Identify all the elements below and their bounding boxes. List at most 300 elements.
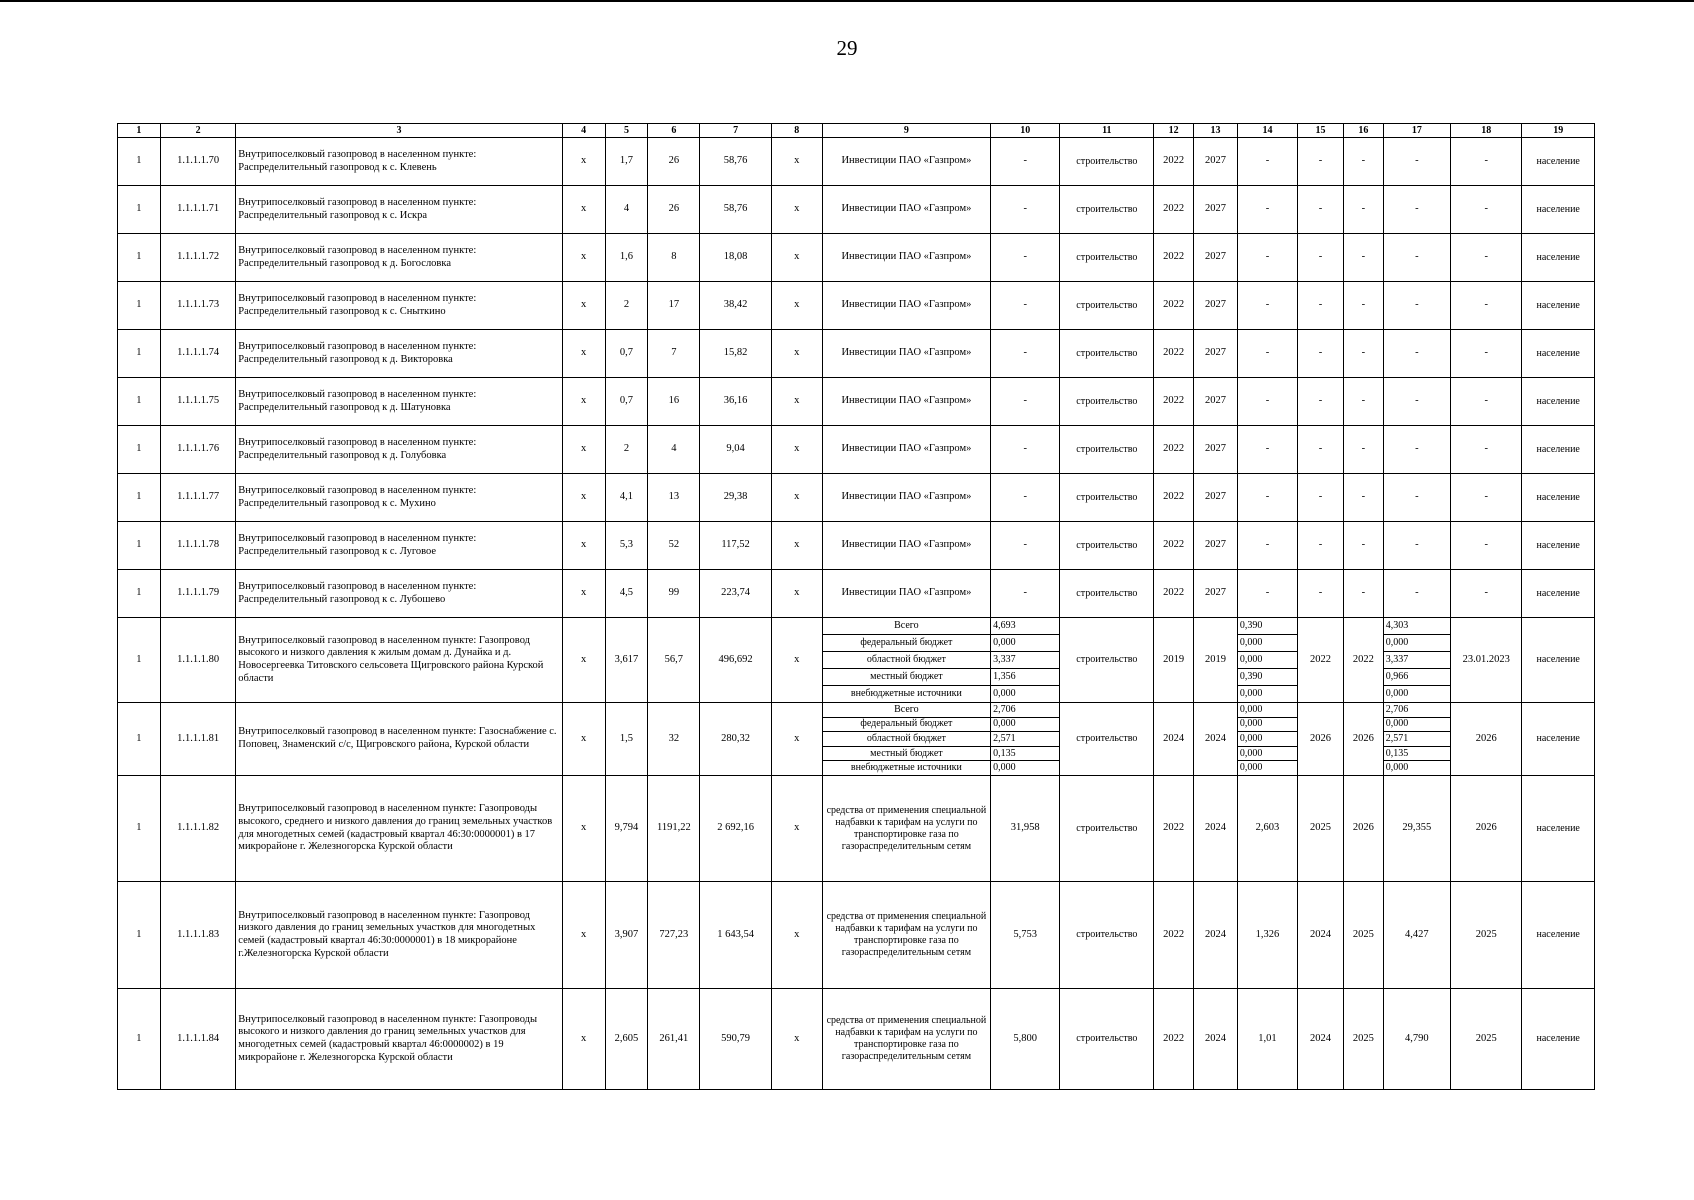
cell-c10: - <box>991 474 1060 522</box>
work-type: строительство <box>1060 234 1154 282</box>
cell-c18: - <box>1451 138 1522 186</box>
cell-c14 <box>1237 618 1297 703</box>
amounts-c10-item: 0,000 <box>993 688 1016 700</box>
cell-c13: 2027 <box>1194 426 1238 474</box>
cell-c8: х <box>771 522 822 570</box>
work-type: строительство <box>1060 882 1154 989</box>
funding-source-list <box>823 618 990 702</box>
amounts-c14 <box>1238 703 1297 775</box>
cell-c8: х <box>771 426 822 474</box>
object-description: Внутрипоселковый газопровод в населенном пункте: Распределительный газопровод к с. Луговое <box>236 522 562 570</box>
work-type: строительство <box>1060 989 1154 1090</box>
cell-c15: 2025 <box>1298 776 1344 882</box>
cell-c14: - <box>1237 378 1297 426</box>
cell-c15: - <box>1298 234 1344 282</box>
amounts-c14-item: 0,000 <box>1238 703 1297 717</box>
funding-source: Инвестиции ПАО «Газпром» <box>822 522 990 570</box>
cell-c12: 2022 <box>1154 234 1194 282</box>
cell-c18: - <box>1451 330 1522 378</box>
cell-c14: - <box>1237 282 1297 330</box>
cell-c8: х <box>771 618 822 703</box>
cell-c4: х <box>562 522 605 570</box>
object-code: 1.1.1.1.82 <box>160 776 235 882</box>
cell-c18: - <box>1451 570 1522 618</box>
object-code: 1.1.1.1.79 <box>160 570 235 618</box>
row-number: 1 <box>118 570 161 618</box>
col-header: 16 <box>1343 124 1383 138</box>
cell-c13: 2027 <box>1194 234 1238 282</box>
cell-c18: - <box>1451 234 1522 282</box>
cell-c16: 2026 <box>1343 703 1383 776</box>
cell-c4: х <box>562 330 605 378</box>
amounts-c14-item: 0,390 <box>1238 669 1297 686</box>
table-row <box>118 186 1595 234</box>
cell-c16: - <box>1343 522 1383 570</box>
object-code: 1.1.1.1.74 <box>160 330 235 378</box>
cell-c7: 58,76 <box>700 138 771 186</box>
object-description: Внутрипоселковый газопровод в населенном пункте: Распределительный газопровод к с. Лубошево <box>236 570 562 618</box>
col-header: 5 <box>605 124 648 138</box>
cell-c6: 56,7 <box>648 618 700 703</box>
cell-c7: 1 643,54 <box>700 882 771 989</box>
row-number: 1 <box>118 378 161 426</box>
cell-c17 <box>1383 703 1450 776</box>
cell-c5: 9,794 <box>605 776 648 882</box>
funding-source: Инвестиции ПАО «Газпром» <box>822 426 990 474</box>
amounts-c17-item: 0,000 <box>1384 634 1450 651</box>
object-code: 1.1.1.1.80 <box>160 618 235 703</box>
amounts-c10-item: 0,000 <box>991 634 1059 651</box>
cell-c6: 261,41 <box>648 989 700 1090</box>
cell-c10: - <box>991 522 1060 570</box>
col-header: 12 <box>1154 124 1194 138</box>
cell-c6: 52 <box>648 522 700 570</box>
col-header: 11 <box>1060 124 1154 138</box>
cell-c12: 2022 <box>1154 282 1194 330</box>
object-description: Внутрипоселковый газопровод в населенном пункте: Газопровод низкого давления до границ земельных участков для многодетных семей (кадастровый квартал 46:30:0000001) в 18 микрорайоне г.Железногорска Курской области <box>236 882 562 989</box>
amounts-c14-item: 0,390 <box>1238 618 1297 634</box>
cell-c8: х <box>771 989 822 1090</box>
cell-c12: 2022 <box>1154 474 1194 522</box>
beneficiary: население <box>1522 282 1595 330</box>
col-header: 1 <box>118 124 161 138</box>
cell-c13: 2027 <box>1194 138 1238 186</box>
cell-c16: - <box>1343 426 1383 474</box>
cell-c17: - <box>1383 378 1450 426</box>
col-header: 19 <box>1522 124 1595 138</box>
row-number: 1 <box>118 882 161 989</box>
cell-c15: 2026 <box>1298 703 1344 776</box>
col-header: 6 <box>648 124 700 138</box>
funding-source: средства от применения специальной надбавки к тарифам на услуги по транспортировке газа по газораспределительным сетям <box>822 882 990 989</box>
funding-source-list-item: областной бюджет <box>823 732 990 747</box>
amounts-c14-item: 0,000 <box>1238 651 1297 668</box>
funding-source-list-item: местный бюджет <box>823 746 990 761</box>
amounts-c10-item: 0,000 <box>991 717 1059 732</box>
funding-source-list-item: внебюджетные источники <box>850 688 962 700</box>
funding-source-list-item: федеральный бюджет <box>823 717 990 732</box>
row-number: 1 <box>118 234 161 282</box>
cell-c6: 26 <box>648 186 700 234</box>
amounts-c14-item: 0,000 <box>1238 634 1297 651</box>
work-type: строительство <box>1060 522 1154 570</box>
cell-c17: - <box>1383 186 1450 234</box>
row-number: 1 <box>118 703 161 776</box>
cell-c15: - <box>1298 570 1344 618</box>
cell-c17: 4,790 <box>1383 989 1450 1090</box>
cell-c12: 2022 <box>1154 330 1194 378</box>
work-type: строительство <box>1060 282 1154 330</box>
cell-c18: - <box>1451 378 1522 426</box>
cell-c18: - <box>1451 426 1522 474</box>
object-description: Внутрипоселковый газопровод в населенном пункте: Газопроводы высокого, среднего и низкого давления до границ земельных участков для многодетных семей (кадастровый квартал 46:30:0000001) в 17 микрорайоне г. Железногорска Курской области <box>236 776 562 882</box>
cell-c16: - <box>1343 186 1383 234</box>
cell-c17: - <box>1383 282 1450 330</box>
amounts-c17-item: 3,337 <box>1384 651 1450 668</box>
col-header: 15 <box>1298 124 1344 138</box>
amounts-c10-item: 2,706 <box>991 703 1059 717</box>
table-row <box>118 703 1595 776</box>
col-header: 13 <box>1194 124 1238 138</box>
cell-c5: 0,7 <box>605 378 648 426</box>
cell-c7: 496,692 <box>700 618 771 703</box>
cell-c5: 4,1 <box>605 474 648 522</box>
object-description: Внутрипоселковый газопровод в населенном пункте: Газопровод высокого и низкого давления к жилым домам д. Дунайка и д. Новосергеевка Титовского сельсовета Щигровского района Курской области <box>236 618 562 703</box>
amounts-c17-item: 0,966 <box>1384 669 1450 686</box>
col-header: 3 <box>236 124 562 138</box>
cell-c4: х <box>562 378 605 426</box>
cell-c18: - <box>1451 522 1522 570</box>
object-code: 1.1.1.1.84 <box>160 989 235 1090</box>
amounts-c14-item: 0,000 <box>1238 732 1297 747</box>
work-type: строительство <box>1060 378 1154 426</box>
beneficiary: население <box>1522 234 1595 282</box>
funding-source-breakdown <box>822 703 990 776</box>
cell-c14: - <box>1237 474 1297 522</box>
cell-c10: 5,800 <box>991 989 1060 1090</box>
cell-c16: 2026 <box>1343 776 1383 882</box>
cell-c17: - <box>1383 330 1450 378</box>
cell-c5: 3,617 <box>605 618 648 703</box>
cell-c15: - <box>1298 330 1344 378</box>
cell-c4: х <box>562 138 605 186</box>
funding-source: Инвестиции ПАО «Газпром» <box>822 570 990 618</box>
amounts-c17 <box>1384 703 1450 775</box>
cell-c4: х <box>562 882 605 989</box>
table-row <box>118 989 1595 1090</box>
cell-c8: х <box>771 570 822 618</box>
row-number: 1 <box>118 426 161 474</box>
cell-c15: - <box>1298 186 1344 234</box>
cell-c6: 32 <box>648 703 700 776</box>
beneficiary: население <box>1522 882 1595 989</box>
cell-c14: - <box>1237 138 1297 186</box>
cell-c5: 3,907 <box>605 882 648 989</box>
cell-c14: - <box>1237 522 1297 570</box>
beneficiary: население <box>1522 378 1595 426</box>
cell-c10: - <box>991 330 1060 378</box>
amounts-c14 <box>1238 618 1297 702</box>
amounts-c17-item: 2,571 <box>1384 732 1450 747</box>
beneficiary: население <box>1522 989 1595 1090</box>
row-number: 1 <box>118 776 161 882</box>
object-description: Внутрипоселковый газопровод в населенном пункте: Распределительный газопровод к д. Голубовка <box>236 426 562 474</box>
col-header: 7 <box>700 124 771 138</box>
amounts-c17-item: 0,000 <box>1385 762 1409 774</box>
cell-c12: 2022 <box>1154 570 1194 618</box>
cell-c12: 2022 <box>1154 522 1194 570</box>
funding-source-list-item: Всего <box>823 703 990 717</box>
cell-c15: - <box>1298 282 1344 330</box>
cell-c5: 1,6 <box>605 234 648 282</box>
cell-c18: - <box>1451 282 1522 330</box>
cell-c16: 2025 <box>1343 882 1383 989</box>
cell-c8: х <box>771 330 822 378</box>
cell-c18: 2026 <box>1451 703 1522 776</box>
work-type: строительство <box>1060 330 1154 378</box>
object-description: Внутрипоселковый газопровод в населенном пункте: Распределительный газопровод к с. Сныткино <box>236 282 562 330</box>
cell-c8: х <box>771 776 822 882</box>
row-number: 1 <box>118 138 161 186</box>
amounts-c17-item: 4,303 <box>1384 618 1450 634</box>
cell-c4: х <box>562 570 605 618</box>
work-type: строительство <box>1060 474 1154 522</box>
cell-c6: 16 <box>648 378 700 426</box>
cell-c16: - <box>1343 378 1383 426</box>
cell-c10: - <box>991 138 1060 186</box>
cell-c10 <box>991 618 1060 703</box>
cell-c6: 1191,22 <box>648 776 700 882</box>
cell-c12: 2022 <box>1154 138 1194 186</box>
amounts-c17-item: 0,135 <box>1384 746 1450 761</box>
table-row <box>118 330 1595 378</box>
cell-c13: 2027 <box>1194 522 1238 570</box>
table-row <box>118 234 1595 282</box>
cell-c18: 2025 <box>1451 882 1522 989</box>
cell-c13: 2024 <box>1194 776 1238 882</box>
funding-source: средства от применения специальной надбавки к тарифам на услуги по транспортировке газа по газораспределительным сетям <box>822 989 990 1090</box>
object-code: 1.1.1.1.81 <box>160 703 235 776</box>
cell-c8: х <box>771 703 822 776</box>
table-row <box>118 570 1595 618</box>
col-header: 4 <box>562 124 605 138</box>
amounts-c17-item: 0,000 <box>1385 688 1409 700</box>
work-type: строительство <box>1060 186 1154 234</box>
object-code: 1.1.1.1.72 <box>160 234 235 282</box>
cell-c12: 2022 <box>1154 426 1194 474</box>
cell-c7: 9,04 <box>700 426 771 474</box>
funding-source: средства от применения специальной надбавки к тарифам на услуги по транспортировке газа по газораспределительным сетям <box>822 776 990 882</box>
cell-c17: 4,427 <box>1383 882 1450 989</box>
beneficiary: население <box>1522 330 1595 378</box>
cell-c8: х <box>771 378 822 426</box>
cell-c18: 23.01.2023 <box>1451 618 1522 703</box>
beneficiary: население <box>1522 426 1595 474</box>
cell-c6: 99 <box>648 570 700 618</box>
row-number: 1 <box>118 282 161 330</box>
object-code: 1.1.1.1.77 <box>160 474 235 522</box>
funding-source-list-item: областной бюджет <box>823 651 990 668</box>
beneficiary: население <box>1522 618 1595 703</box>
cell-c16: - <box>1343 474 1383 522</box>
amounts-c10 <box>991 618 1059 702</box>
cell-c7: 36,16 <box>700 378 771 426</box>
object-description: Внутрипоселковый газопровод в населенном пункте: Распределительный газопровод к с. Мухино <box>236 474 562 522</box>
cell-c15: - <box>1298 426 1344 474</box>
cell-c5: 2 <box>605 282 648 330</box>
object-description: Внутрипоселковый газопровод в населенном пункте: Распределительный газопровод к с. Искра <box>236 186 562 234</box>
cell-c12: 2024 <box>1154 703 1194 776</box>
cell-c5: 2,605 <box>605 989 648 1090</box>
row-number: 1 <box>118 989 161 1090</box>
cell-c12: 2022 <box>1154 882 1194 989</box>
cell-c10: - <box>991 378 1060 426</box>
amounts-c10-item: 0,135 <box>991 746 1059 761</box>
cell-c8: х <box>771 234 822 282</box>
cell-c13: 2027 <box>1194 474 1238 522</box>
cell-c4: х <box>562 776 605 882</box>
work-type: строительство <box>1060 426 1154 474</box>
cell-c15: 2024 <box>1298 882 1344 989</box>
beneficiary: население <box>1522 570 1595 618</box>
cell-c16: 2025 <box>1343 989 1383 1090</box>
cell-c17: - <box>1383 426 1450 474</box>
funding-source: Инвестиции ПАО «Газпром» <box>822 378 990 426</box>
object-code: 1.1.1.1.83 <box>160 882 235 989</box>
amounts-c10-item: 0,000 <box>993 762 1016 774</box>
cell-c14: - <box>1237 330 1297 378</box>
funding-source: Инвестиции ПАО «Газпром» <box>822 138 990 186</box>
cell-c4: х <box>562 282 605 330</box>
table-row <box>118 776 1595 882</box>
funding-source-breakdown <box>822 618 990 703</box>
cell-c14: 2,603 <box>1237 776 1297 882</box>
beneficiary: население <box>1522 474 1595 522</box>
object-code: 1.1.1.1.73 <box>160 282 235 330</box>
cell-c10: - <box>991 426 1060 474</box>
cell-c14: 1,01 <box>1237 989 1297 1090</box>
cell-c12: 2022 <box>1154 186 1194 234</box>
cell-c17: 29,355 <box>1383 776 1450 882</box>
object-code: 1.1.1.1.75 <box>160 378 235 426</box>
table-row <box>118 522 1595 570</box>
cell-c12: 2022 <box>1154 776 1194 882</box>
cell-c13: 2027 <box>1194 378 1238 426</box>
cell-c12: 2019 <box>1154 618 1194 703</box>
cell-c7: 117,52 <box>700 522 771 570</box>
col-header: 17 <box>1383 124 1450 138</box>
cell-c13: 2027 <box>1194 186 1238 234</box>
table-row <box>118 282 1595 330</box>
cell-c13: 2027 <box>1194 330 1238 378</box>
col-header: 9 <box>822 124 990 138</box>
cell-c12: 2022 <box>1154 989 1194 1090</box>
cell-c6: 17 <box>648 282 700 330</box>
amounts-c14-item: 0,000 <box>1238 746 1297 761</box>
table-row <box>118 618 1595 703</box>
cell-c13: 2024 <box>1194 882 1238 989</box>
cell-c7: 18,08 <box>700 234 771 282</box>
col-header: 14 <box>1237 124 1297 138</box>
table-row <box>118 474 1595 522</box>
beneficiary: население <box>1522 776 1595 882</box>
object-description: Внутрипоселковый газопровод в населенном пункте: Распределительный газопровод к д. Викторовка <box>236 330 562 378</box>
funding-source: Инвестиции ПАО «Газпром» <box>822 330 990 378</box>
beneficiary: население <box>1522 138 1595 186</box>
work-type: строительство <box>1060 138 1154 186</box>
funding-source: Инвестиции ПАО «Газпром» <box>822 234 990 282</box>
cell-c12: 2022 <box>1154 378 1194 426</box>
cell-c14: - <box>1237 426 1297 474</box>
row-number: 1 <box>118 474 161 522</box>
row-number: 1 <box>118 618 161 703</box>
col-header: 10 <box>991 124 1060 138</box>
header-row <box>118 124 1595 138</box>
cell-c4: х <box>562 426 605 474</box>
cell-c5: 5,3 <box>605 522 648 570</box>
cell-c16: - <box>1343 330 1383 378</box>
object-description: Внутрипоселковый газопровод в населенном пункте: Газопроводы высокого и низкого давления до границ земельных участков для многодетных семей (кадастровый квартал 46:0000002) в 19 микрорайоне г. Железногорска Курской области <box>236 989 562 1090</box>
cell-c7: 590,79 <box>700 989 771 1090</box>
beneficiary: население <box>1522 703 1595 776</box>
amounts-c10-item: 1,356 <box>991 669 1059 686</box>
cell-c14: - <box>1237 234 1297 282</box>
cell-c17: - <box>1383 522 1450 570</box>
beneficiary: население <box>1522 186 1595 234</box>
cell-c5: 4,5 <box>605 570 648 618</box>
object-code: 1.1.1.1.70 <box>160 138 235 186</box>
cell-c8: х <box>771 474 822 522</box>
amounts-c17 <box>1384 618 1450 702</box>
cell-c4: х <box>562 474 605 522</box>
cell-c17: - <box>1383 234 1450 282</box>
work-type: строительство <box>1060 570 1154 618</box>
col-header: 8 <box>771 124 822 138</box>
cell-c8: х <box>771 138 822 186</box>
funding-source-list-item: местный бюджет <box>823 669 990 686</box>
funding-source-list-item: Всего <box>823 618 990 634</box>
cell-c18: - <box>1451 186 1522 234</box>
cell-c17: - <box>1383 570 1450 618</box>
object-code: 1.1.1.1.76 <box>160 426 235 474</box>
cell-c7: 58,76 <box>700 186 771 234</box>
cell-c14: - <box>1237 186 1297 234</box>
amounts-c14-item: 0,000 <box>1239 762 1263 774</box>
row-number: 1 <box>118 186 161 234</box>
amounts-c14-item: 0,000 <box>1238 717 1297 732</box>
row-number: 1 <box>118 330 161 378</box>
cell-c14 <box>1237 703 1297 776</box>
cell-c5: 4 <box>605 186 648 234</box>
cell-c14: 1,326 <box>1237 882 1297 989</box>
amounts-c10-item: 2,571 <box>991 732 1059 747</box>
cell-c4: х <box>562 618 605 703</box>
funding-source: Инвестиции ПАО «Газпром» <box>822 186 990 234</box>
page-number: 29 <box>836 36 858 60</box>
work-type: строительство <box>1060 776 1154 882</box>
cell-c7: 280,32 <box>700 703 771 776</box>
cell-c10: 5,753 <box>991 882 1060 989</box>
amounts-c10 <box>991 703 1059 775</box>
table-row <box>118 426 1595 474</box>
cell-c5: 1,5 <box>605 703 648 776</box>
cell-c18: 2025 <box>1451 989 1522 1090</box>
cell-c4: х <box>562 989 605 1090</box>
cell-c4: х <box>562 186 605 234</box>
cell-c4: х <box>562 703 605 776</box>
object-description: Внутрипоселковый газопровод в населенном пункте: Распределительный газопровод к д. Шатуновка <box>236 378 562 426</box>
top-border-line <box>0 0 1694 2</box>
